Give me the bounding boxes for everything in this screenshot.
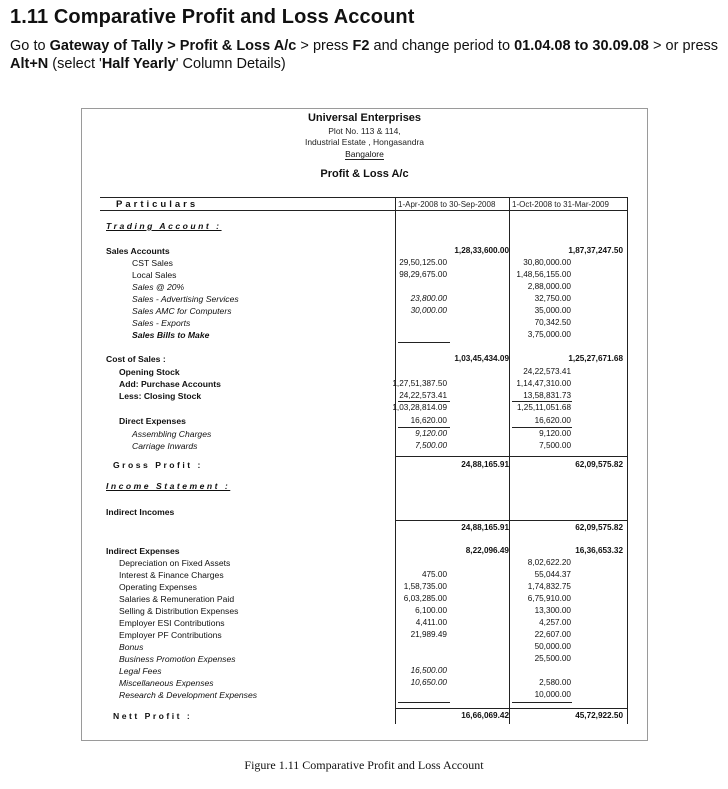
period1-total: 24,88,165.91 xyxy=(461,523,509,532)
report-row xyxy=(82,642,647,654)
row-label: Interest & Finance Charges xyxy=(119,570,224,580)
row-label: Sales AMC for Computers xyxy=(132,306,232,316)
instr-key-f2: F2 xyxy=(352,38,370,54)
row-label: Legal Fees xyxy=(119,666,162,676)
period1-subamount: 23,800.00 xyxy=(410,294,447,303)
row-label: Carriage Inwards xyxy=(132,441,198,451)
row-label: Add: Purchase Accounts xyxy=(119,379,221,389)
period2-subamount: 24,22,573.41 xyxy=(523,367,571,376)
instr-text-6: ' Column Details) xyxy=(175,56,286,72)
period2-subamount: 2,88,000.00 xyxy=(527,282,571,291)
company-name: Universal Enterprises xyxy=(307,112,422,124)
row-label: Indirect Incomes xyxy=(106,507,175,517)
instr-period: 01.04.08 to 30.09.08 xyxy=(514,38,649,54)
report-row xyxy=(82,416,647,428)
row-label: Selling & Distribution Expenses xyxy=(119,606,239,616)
period2-total: 1,25,27,671.68 xyxy=(568,354,623,363)
period1-subamount: 1,27,51,387.50 xyxy=(392,379,447,388)
row-label: Bonus xyxy=(119,642,144,652)
period2-total: 45,72,922.50 xyxy=(575,711,623,720)
total-rule xyxy=(396,708,627,709)
period2-subamount: 25,500.00 xyxy=(534,654,571,663)
instruction-text xyxy=(10,37,718,73)
row-label: Direct Expenses xyxy=(119,416,186,426)
row-label: Business Promotion Expenses xyxy=(119,654,236,664)
instr-path: Gateway of Tally > Profit & Loss A/c xyxy=(49,38,297,54)
period2-subamount: 1,14,47,310.00 xyxy=(516,379,571,388)
report-row xyxy=(82,582,647,594)
report-row xyxy=(82,441,647,453)
period1-total: 24,88,165.91 xyxy=(461,460,509,469)
report-row xyxy=(82,558,647,570)
report-title: Profit & Loss A/c xyxy=(320,168,409,180)
report-row xyxy=(82,666,647,678)
period1-subamount: 10,650.00 xyxy=(410,678,447,687)
period1-total: 8,22,096.49 xyxy=(465,546,509,555)
report-row xyxy=(82,460,647,472)
row-label: Cost of Sales : xyxy=(106,354,166,364)
period2-subamount: 10,000.00 xyxy=(534,690,571,699)
column-header-period-1: 1-Apr-2008 to 30-Sep-2008 xyxy=(398,200,496,209)
report-row xyxy=(82,678,647,690)
report-row xyxy=(82,429,647,441)
period2-subamount: 13,300.00 xyxy=(534,606,571,615)
instr-text-4: > or press xyxy=(648,38,719,54)
period1-subamount: 16,620.00 xyxy=(410,416,447,425)
row-label: Trading Account : xyxy=(106,221,222,231)
period1-total: 1,28,33,600.00 xyxy=(454,246,509,255)
subtotal-rule xyxy=(398,702,450,703)
period1-subamount: 6,100.00 xyxy=(415,606,447,615)
report-row xyxy=(82,507,647,519)
row-label: Employer PF Contributions xyxy=(119,630,222,640)
period2-subamount: 50,000.00 xyxy=(534,642,571,651)
row-label: Less: Closing Stock xyxy=(119,391,202,401)
column-header-period-2: 1-Oct-2008 to 31-Mar-2009 xyxy=(512,200,609,209)
period1-subamount: 1,58,735.00 xyxy=(403,582,447,591)
report-row xyxy=(82,318,647,330)
column-header-particulars: Particulars xyxy=(116,199,199,210)
period2-subamount: 70,342.50 xyxy=(534,318,571,327)
subtotal-rule xyxy=(512,702,572,703)
report-row xyxy=(82,258,647,270)
report-row xyxy=(82,367,647,379)
period2-subamount: 1,25,11,051.68 xyxy=(516,403,571,412)
period1-subamount: 1,03,28,814.09 xyxy=(392,403,447,412)
report-row xyxy=(82,221,647,233)
row-label: Income Statement : xyxy=(106,481,231,491)
period2-subamount: 3,75,000.00 xyxy=(527,330,571,339)
company-city-text: Bangalore xyxy=(345,149,384,159)
period1-total: 1,03,45,434.09 xyxy=(454,354,509,363)
period1-subamount: 7,500.00 xyxy=(415,441,447,450)
period1-subamount: 29,50,125.00 xyxy=(399,258,447,267)
row-label: Sales @ 20% xyxy=(132,282,185,292)
period1-subamount: 98,29,675.00 xyxy=(399,270,447,279)
period2-subamount: 7,500.00 xyxy=(539,441,571,450)
report-row xyxy=(82,379,647,391)
period1-subamount: 24,22,573.41 xyxy=(399,391,447,400)
period2-subamount: 4,257.00 xyxy=(539,618,571,627)
period2-subamount: 35,000.00 xyxy=(534,306,571,315)
report-row xyxy=(82,594,647,606)
report-row xyxy=(82,630,647,642)
instr-text-1: Go to xyxy=(10,38,50,54)
row-label: Research & Development Expenses xyxy=(119,690,258,700)
period2-total: 1,87,37,247.50 xyxy=(568,246,623,255)
instr-text-2: > press xyxy=(296,38,353,54)
total-rule xyxy=(396,456,627,457)
instr-key-altn: Alt+N xyxy=(10,56,49,72)
row-label: Indirect Expenses xyxy=(106,546,180,556)
row-label: Gross Profit : xyxy=(113,460,203,470)
instr-half-yearly: Half Yearly xyxy=(101,56,176,72)
row-label: Opening Stock xyxy=(119,367,180,377)
header-top-rule xyxy=(100,197,627,198)
subtotal-rule xyxy=(398,342,450,343)
company-address-line2: Industrial Estate , Hongasandra xyxy=(304,137,425,147)
period2-subamount: 1,74,832.75 xyxy=(527,582,571,591)
period2-subamount: 30,80,000.00 xyxy=(523,258,571,267)
report-row xyxy=(82,282,647,294)
report-row xyxy=(82,270,647,282)
period2-subamount: 16,620.00 xyxy=(534,416,571,425)
period2-subamount: 22,607.00 xyxy=(534,630,571,639)
row-label: Employer ESI Contributions xyxy=(119,618,225,628)
row-label: Miscellaneous Expenses xyxy=(119,678,214,688)
report-row xyxy=(82,330,647,342)
total-rule xyxy=(396,520,627,521)
row-label: CST Sales xyxy=(132,258,173,268)
period1-subamount: 9,120.00 xyxy=(415,429,447,438)
period2-subamount: 1,48,56,155.00 xyxy=(516,270,571,279)
row-label: Sales - Advertising Services xyxy=(132,294,239,304)
period2-total: 62,09,575.82 xyxy=(575,523,623,532)
company-city xyxy=(82,149,647,159)
page-heading: 1.11 Comparative Profit and Loss Account xyxy=(10,6,415,28)
report-row xyxy=(82,306,647,318)
report-row xyxy=(82,523,647,535)
period2-subamount: 13,58,831.73 xyxy=(523,391,571,400)
period2-subamount: 9,120.00 xyxy=(539,429,571,438)
report-row xyxy=(82,354,647,366)
report-row xyxy=(82,570,647,582)
row-label: Assembling Charges xyxy=(132,429,212,439)
row-label: Nett Profit : xyxy=(113,711,193,721)
report-row xyxy=(82,711,647,723)
period2-subamount: 32,750.00 xyxy=(534,294,571,303)
period1-total: 16,66,069.42 xyxy=(461,711,509,720)
report-row xyxy=(82,294,647,306)
row-label: Depreciation on Fixed Assets xyxy=(119,558,231,568)
row-label: Salaries & Remuneration Paid xyxy=(119,594,235,604)
report-row xyxy=(82,246,647,258)
row-label: Operating Expenses xyxy=(119,582,197,592)
period1-subamount: 6,03,285.00 xyxy=(403,594,447,603)
period2-subamount: 2,580.00 xyxy=(539,678,571,687)
period2-subamount: 6,75,910.00 xyxy=(527,594,571,603)
instr-text-5: (select ' xyxy=(48,56,102,72)
report-row xyxy=(82,606,647,618)
figure-caption: Figure 1.11 Comparative Profit and Loss Account xyxy=(244,758,484,772)
company-address-line1: Plot No. 113 & 114, xyxy=(328,126,401,136)
period2-total: 16,36,653.32 xyxy=(575,546,623,555)
report-row xyxy=(82,481,647,493)
period2-subamount: 8,02,622.20 xyxy=(527,558,571,567)
tally-report-screen xyxy=(81,108,648,741)
instr-text-3: and change period to xyxy=(369,38,515,54)
period1-subamount: 30,000.00 xyxy=(410,306,447,315)
period1-subamount: 21,989.49 xyxy=(410,630,447,639)
report-row xyxy=(82,403,647,415)
period2-total: 62,09,575.82 xyxy=(575,460,623,469)
report-row xyxy=(82,690,647,702)
period1-subamount: 475.00 xyxy=(421,570,447,579)
row-label: Sales Accounts xyxy=(106,246,170,256)
report-row xyxy=(82,546,647,558)
row-label: Sales - Exports xyxy=(132,318,191,328)
period1-subamount: 16,500.00 xyxy=(410,666,447,675)
row-label: Sales Bills to Make xyxy=(132,330,210,340)
header-bottom-rule xyxy=(100,210,627,211)
report-row xyxy=(82,654,647,666)
period2-subamount: 55,044.37 xyxy=(534,570,571,579)
report-row xyxy=(82,618,647,630)
period1-subamount: 4,411.00 xyxy=(415,618,447,627)
report-row xyxy=(82,391,647,403)
row-label: Local Sales xyxy=(132,270,177,280)
